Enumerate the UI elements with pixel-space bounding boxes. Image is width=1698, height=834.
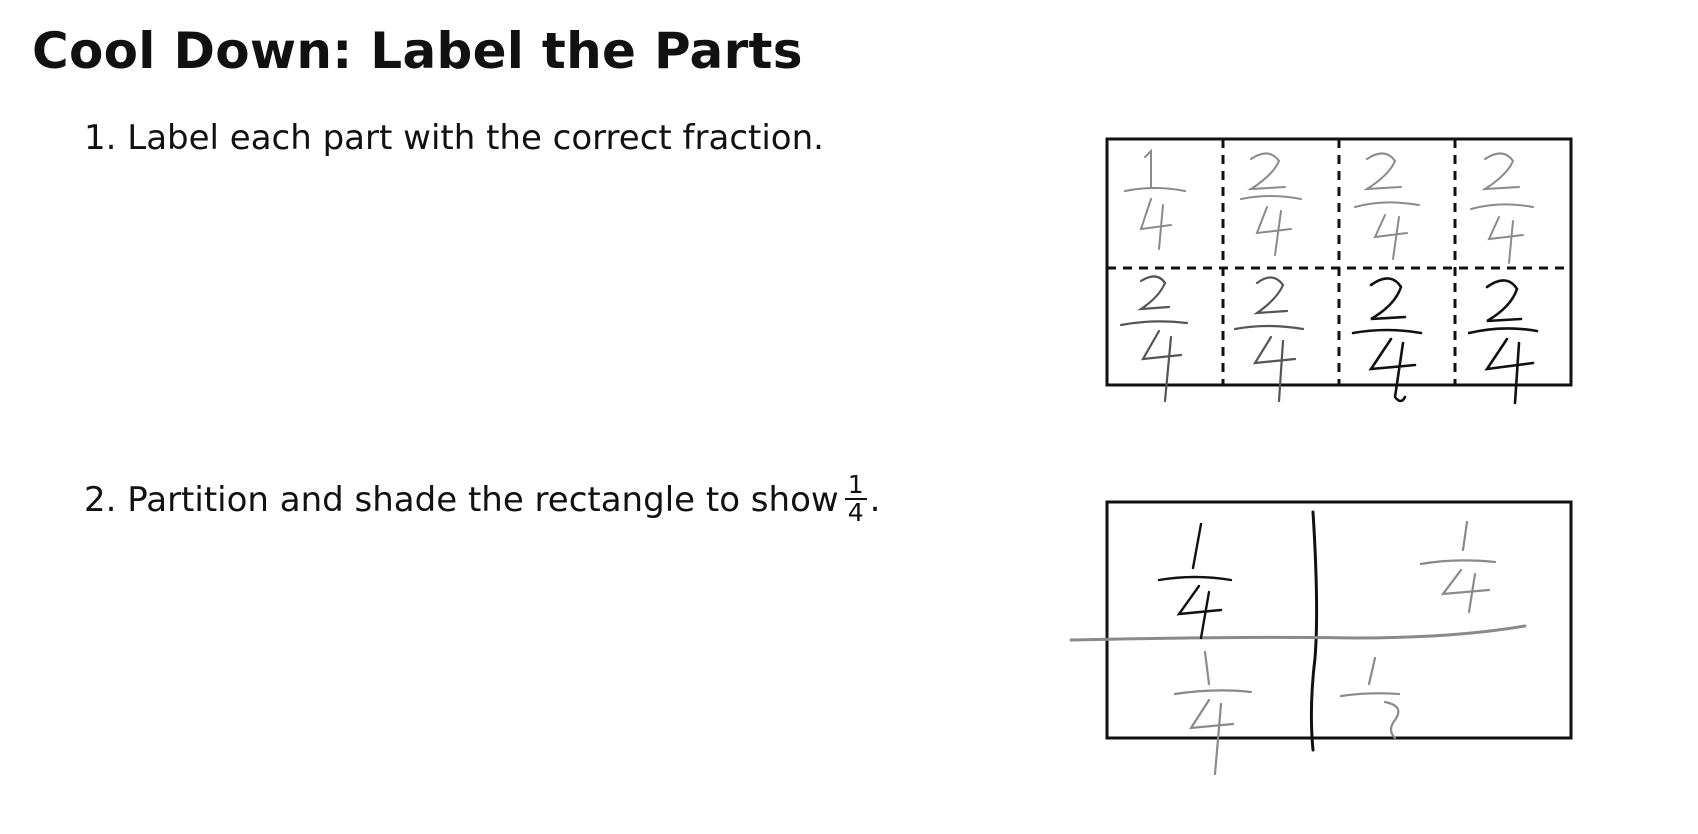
label-parts-rectangle bbox=[1055, 125, 1625, 435]
handwritten-digit-4 bbox=[1143, 331, 1181, 401]
handwritten-digit-4 bbox=[1443, 570, 1489, 612]
handwritten-digit-2 bbox=[1251, 153, 1285, 189]
question-2-text: Partition and shade the rectangle to show bbox=[127, 479, 839, 520]
handwritten-vertical-partition bbox=[1311, 512, 1316, 750]
handwritten-digit-2 bbox=[1257, 277, 1287, 313]
fraction-numerator: 1 bbox=[845, 472, 867, 500]
handwritten-digit-4 bbox=[1179, 586, 1221, 638]
handwritten-label-top-right bbox=[1421, 522, 1495, 612]
handwritten-digit-2 bbox=[1487, 280, 1521, 321]
handwritten-digit-4 bbox=[1141, 199, 1171, 249]
handwritten-labels-row-1 bbox=[1125, 151, 1533, 263]
handwritten-fraction-bar bbox=[1125, 188, 1185, 191]
question-1-number: 1. bbox=[84, 118, 117, 158]
handwritten-digit-2 bbox=[1371, 278, 1405, 319]
handwritten-digit-4 bbox=[1487, 339, 1533, 403]
handwritten-digit-1 bbox=[1193, 524, 1201, 568]
question-2-period: . bbox=[869, 479, 881, 520]
page-title: Cool Down: Label the Parts bbox=[32, 22, 803, 80]
handwritten-fraction-bar bbox=[1175, 690, 1251, 694]
question-2-number: 2. bbox=[84, 479, 117, 520]
handwritten-fraction-bar bbox=[1121, 321, 1187, 325]
handwritten-fraction-bar bbox=[1469, 328, 1537, 333]
handwritten-label-bottom-right bbox=[1341, 658, 1399, 738]
handwritten-digit-1 bbox=[1205, 652, 1209, 684]
handwritten-label-top-left bbox=[1159, 524, 1231, 638]
handwritten-digit-4 bbox=[1371, 339, 1415, 401]
handwritten-label-bottom-left bbox=[1175, 652, 1251, 774]
handwritten-digit-2 bbox=[1385, 702, 1398, 738]
handwritten-fraction-bar bbox=[1471, 204, 1533, 209]
handwritten-digit-1 bbox=[1369, 658, 1375, 684]
partition-rectangle bbox=[1055, 488, 1625, 798]
handwritten-digit-2 bbox=[1141, 276, 1169, 309]
handwritten-fraction-bar bbox=[1421, 560, 1495, 564]
question-1-text: Label each part with the correct fraction. bbox=[127, 118, 824, 158]
handwritten-digit-2 bbox=[1367, 153, 1401, 189]
handwritten-digit-4 bbox=[1489, 217, 1523, 263]
handwritten-fraction-bar bbox=[1355, 202, 1419, 207]
handwritten-fraction-bar bbox=[1235, 326, 1303, 329]
handwritten-fraction-bar bbox=[1159, 577, 1231, 580]
handwritten-digit-1 bbox=[1145, 151, 1151, 187]
question-2 bbox=[84, 470, 881, 529]
fraction-denominator: 4 bbox=[847, 498, 864, 528]
handwritten-fraction-bar bbox=[1353, 330, 1421, 333]
handwritten-digit-4 bbox=[1255, 337, 1295, 401]
handwritten-fraction-bar bbox=[1341, 693, 1399, 696]
handwritten-fraction-bar bbox=[1241, 196, 1301, 199]
handwritten-horizontal-partition bbox=[1071, 626, 1525, 640]
fraction-one-fourth bbox=[845, 472, 867, 527]
handwritten-labels-row-2 bbox=[1121, 276, 1303, 401]
rectangle-outline bbox=[1107, 502, 1571, 738]
handwritten-digit-2 bbox=[1485, 153, 1519, 189]
question-1 bbox=[84, 118, 824, 158]
handwritten-digit-4 bbox=[1375, 215, 1407, 259]
handwritten-digit-4 bbox=[1257, 207, 1291, 255]
handwritten-digit-1 bbox=[1463, 522, 1467, 550]
